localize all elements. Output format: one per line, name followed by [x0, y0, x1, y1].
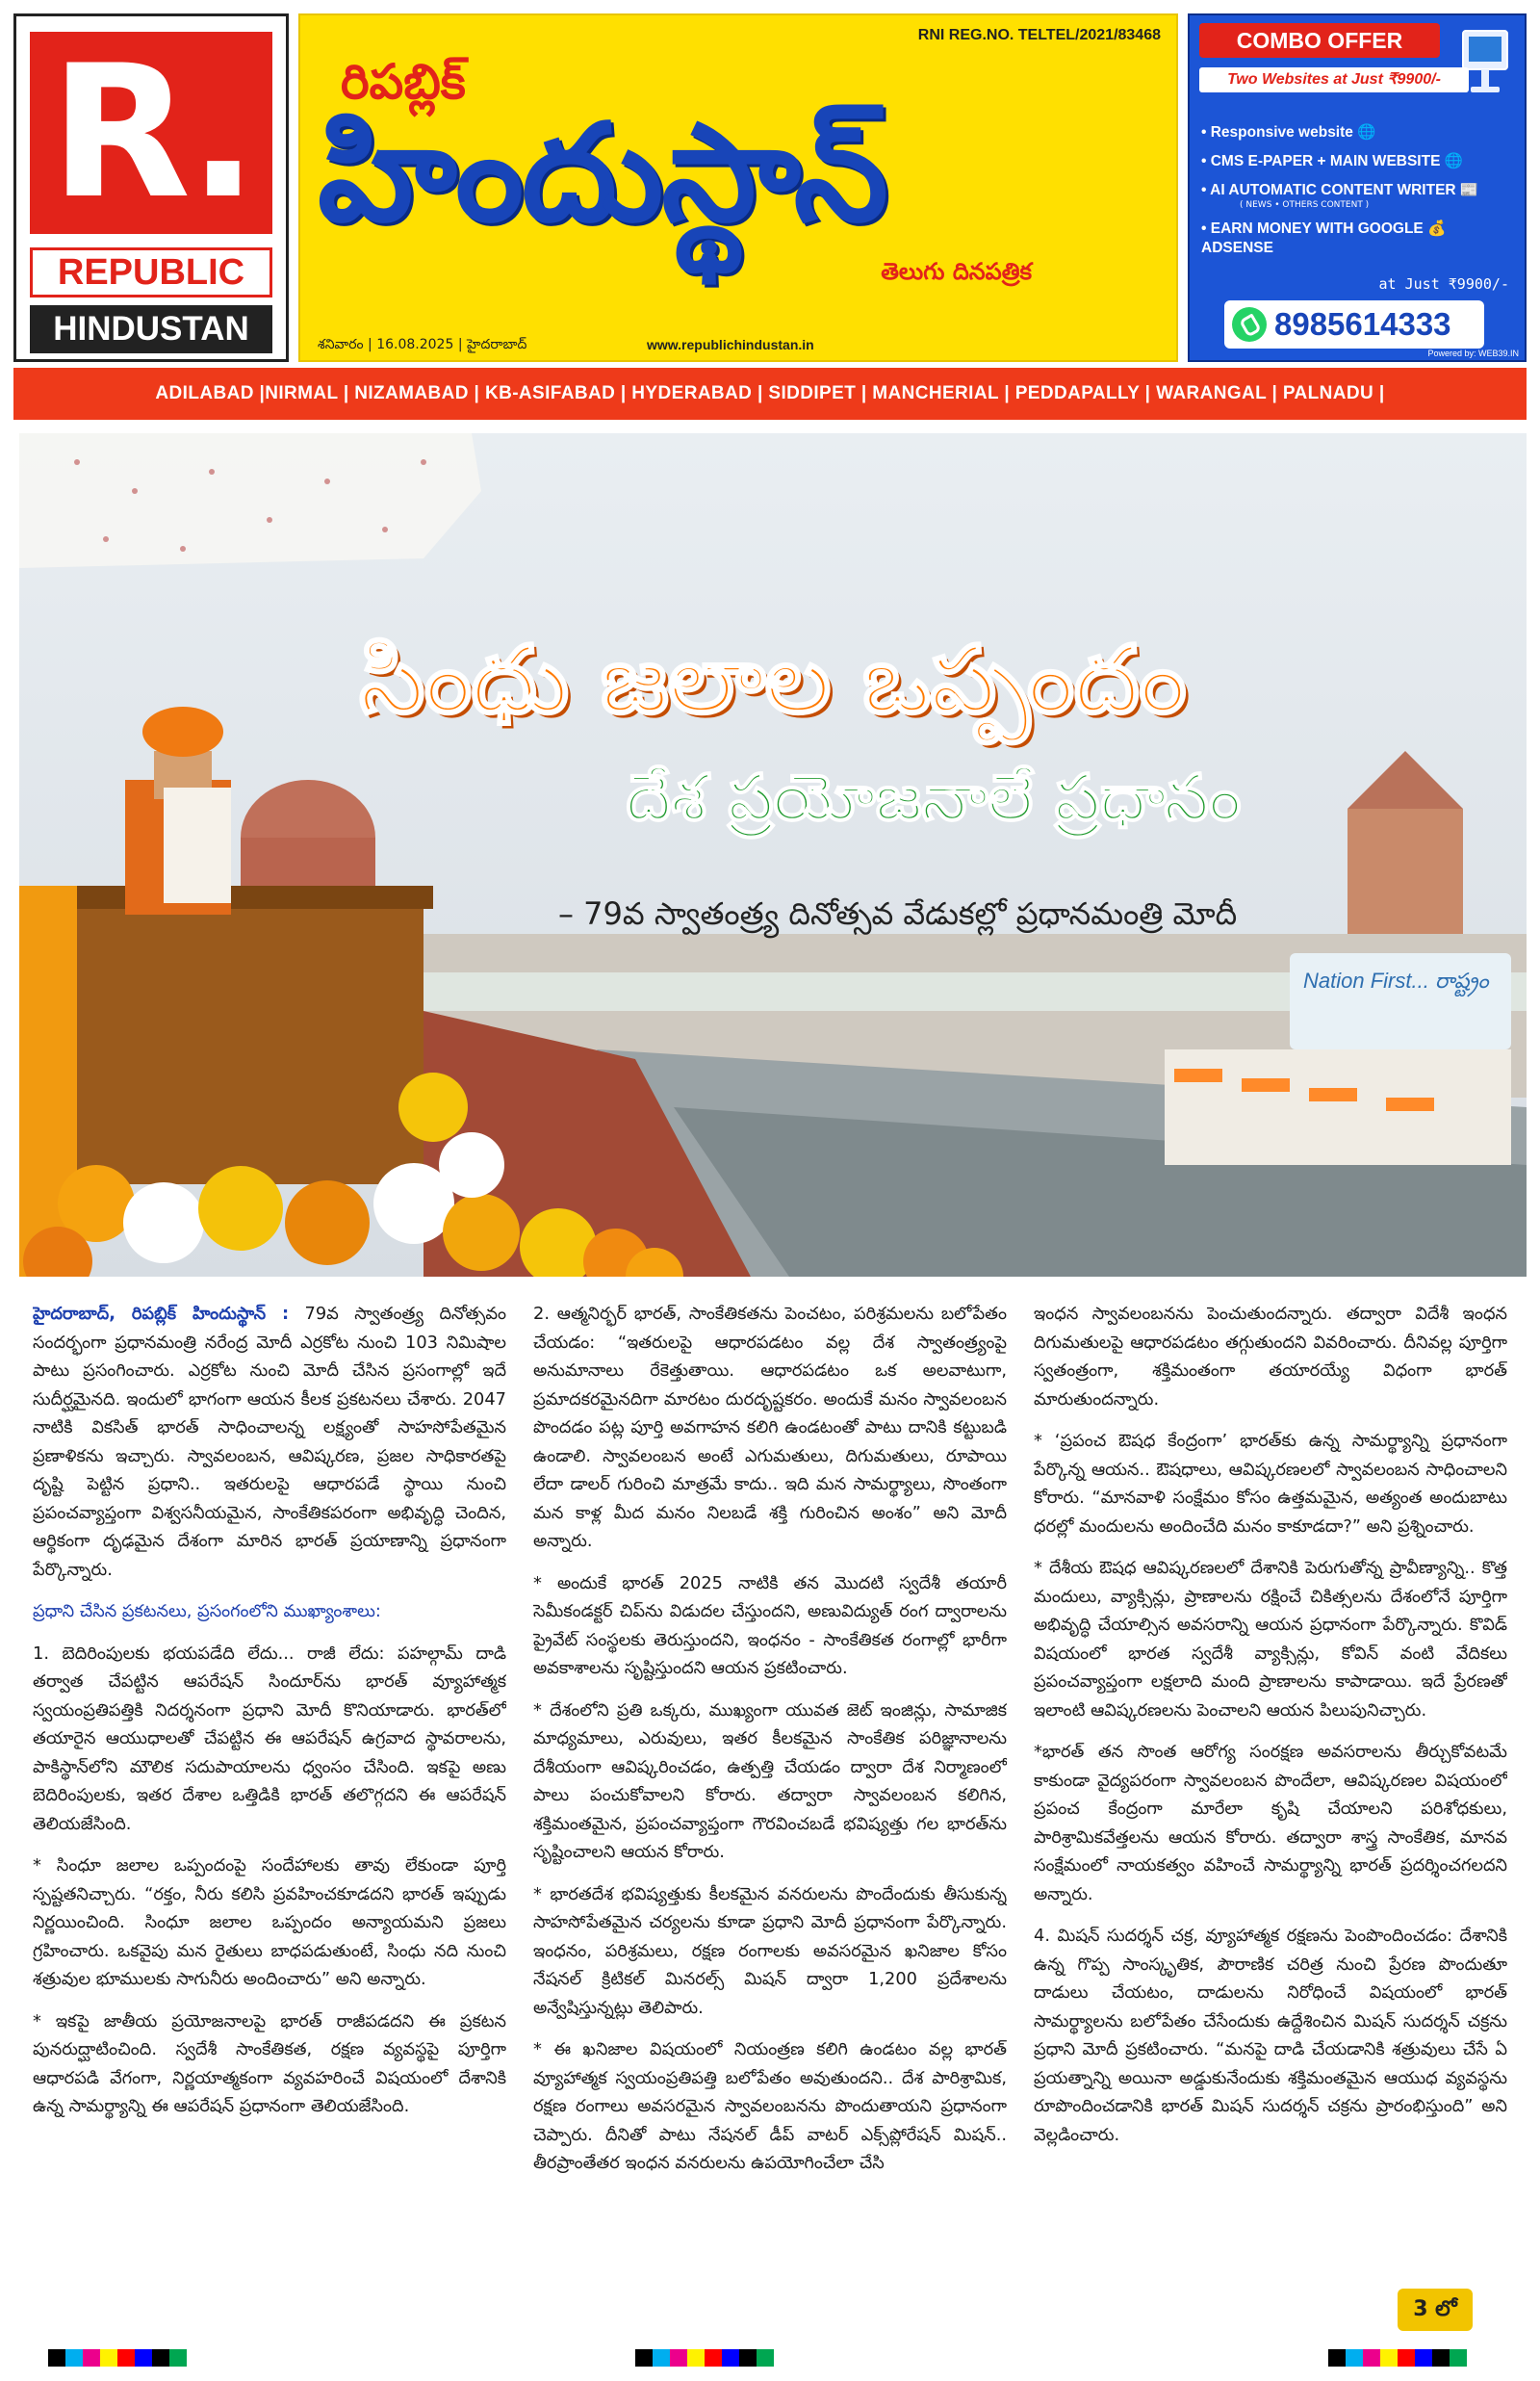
article-paragraph: 4. మిషన్ సుదర్శన్ చక్ర, వ్యూహాత్మక రక్షణను పెంపొందించడం: దేశానికి ఉన్న గొప్ప సాంస్కృతిక, పౌరాణిక చరిత్ర నుంచి ప్రేరణ పొందుతూ దాడులు చేయటం, దాడులను నిరోధించే విషయంలో భారత్ సామర్థ్యాలను బలోపేతం చేసేందుకు ఉద్దేశించిన మిషన్ సుదర్శన్ చక్రను ప్రధాని మోదీ ప్రకటించారు. “మనపై దాడి చేయడానికి శత్రువులు చేసే ఏ ప్రయత్నాన్ని అయినా అడ్డుకునేందుకు శక్తిమంతమైన ఆయుధ వ్యవస్థను రూపొందించడానికి భారత్ మిషన్ సుదర్శన్ చక్రను ప్రారంభిస్తుంది” అని వెల్లడించారు. — [1034, 1926, 1507, 2145]
continued-page-badge[interactable]: 3 లో — [1398, 2289, 1473, 2331]
article-paragraph: * ఇకపై జాతీయ ప్రయోజనాలపై భారత్ రాజీపడదని ఈ ప్రకటన పునరుద్ఘాటించింది. స్వదేశీ సాంకేతికత, రక్షణ వ్యవస్థపై పూర్తిగా ఆధారపడి వేగంగా, నిర్ణయాత్మకంగా వ్యవహరించే విషయంలో దేశానికి ఉన్న సామర్థ్యాన్ని ఈ ఆపరేషన్ ప్రధానంగా తెలియజేసింది. — [33, 2010, 506, 2116]
ad-phone-number: 8985614333 — [1274, 306, 1451, 342]
article-paragraph: * ఈ ఖనిజాల విషయంలో నియంత్రణ కలిగి ఉండటం వల్ల భారత్ వ్యూహాత్మక స్వయంప్రతిపత్తి బలోపేతం అవుతుందని.. దేశ పారిశ్రామిక, రక్షణ రంగాలు అవసరమైన స్వావలంబనను పొందుతాయని ప్రధానంగా చెప్పారు. దీనితో పాటు నేషనల్ డీప్ వాటర్ ఎక్స్‌ప్లోరేషన్ మిషన్.. తీరప్రాంతేతర ఇంధన వనరులను ఉపయోగించేలా చేసి — [533, 2039, 1007, 2173]
red-fort-scene — [19, 433, 1527, 1277]
article-column-3 — [1034, 1300, 1507, 2301]
headline-attribution: – 79వ స్వాతంత్ర్య దినోత్సవ వేడుకల్లో ప్రధానమంత్రి మోదీ — [558, 895, 1238, 932]
logo-word-republic: REPUBLIC — [30, 247, 272, 298]
article-paragraph: *భారత్ తన సొంత ఆరోగ్య సంరక్షణ అవసరాలను తీర్చుకోవటమే కాకుండా వైద్యపరంగా స్వావలంబన పొందేలా, ఆవిష్కరణల విషయంలో ప్రపంచ కేంద్రంగా మారేలా కృషి చేయాలని పరిశోధకులు, పారిశ్రామికవేత్తలను ఆయన కోరారు. తద్వారా శాస్త్ర సాంకేతిక, మానవ సంక్షేమంలో నాయకత్వం వహించే సామర్థ్యాన్ని భారత్ ప్రదర్శించగలదని అన్నారు. — [1034, 1742, 1507, 1904]
ad-feature-item: • CMS E-PAPER + MAIN WEBSITE 🌐 — [1201, 153, 1464, 169]
republic-hindustan-logo[interactable] — [13, 13, 289, 362]
ad-subline: Two Websites at Just ₹9900/- — [1199, 67, 1469, 92]
masthead — [13, 13, 1527, 362]
ad-price: at Just ₹9900/- — [1378, 275, 1509, 293]
nation-first-banner — [1290, 953, 1511, 1049]
article-column-2 — [533, 1300, 1007, 2301]
ad-headline: COMBO OFFER — [1199, 23, 1440, 58]
ad-feature-item: • Responsive website 🌐 — [1201, 124, 1376, 141]
article-paragraph: * దేశీయ ఔషధ ఆవిష్కరణలలో దేశానికి పెరుగుతోన్న ప్రావీణ్యాన్ని.. కొత్త మందులు, వ్యాక్సిన్లు, ప్రాణాలను రక్షించే చికిత్సలను దేశంలోనే పూర్తిగా అభివృద్ధి చేయాల్సిన అవసరాన్ని ఆయన ప్రధానంగా పేర్కొన్నారు. కొవిడ్ విషయంలో భారత స్వదేశీ వ్యాక్సిన్లు, కోవిన్ వంటి వేదికలు ప్రపంచవ్యాప్తంగా లక్షలాది మంది ప్రాణాలను కాపాడాయి. ఇదే ప్రేరణతో ఇలాంటి ఆవిష్కరణలను పెంచాలని ఆయన పిలుపునిచ్చారు. — [1034, 1558, 1507, 1721]
ad-feature-list — [1201, 123, 1519, 268]
article-paragraph: * భారతదేశ భవిష్యత్తుకు కీలకమైన వనరులను పొందేందుకు తీసుకున్న సాహసోపేతమైన చర్యలను కూడా ప్రధాని మోదీ ప్రధానంగా పేర్కొన్నారు. ఇంధనం, పరిశ్రమలు, రక్షణ రంగాలకు అవసరమైన ఖనిజాల కోసం నేషనల్ క్రిటికల్ మినరల్స్ మిషన్ ద్వారా 1,200 ప్రదేశాలను అన్వేషిస్తున్నట్లు తెలిపారు. — [533, 1883, 1007, 2018]
article-intro — [33, 1300, 506, 1584]
article-column-1 — [33, 1300, 506, 2301]
article-byline: హైదరాబాద్, రిపబ్లిక్ హిందుస్థాన్ : — [33, 1304, 290, 1324]
ad-powered-by: Powered by: WEB39.IN — [1427, 349, 1519, 358]
newspaper-title-block — [298, 13, 1178, 362]
ad-feature-item: • AI AUTOMATIC CONTENT WRITER 📰 — [1201, 182, 1479, 198]
ad-feature-note: ( NEWS • OTHERS CONTENT ) — [1240, 200, 1370, 210]
newspaper-title: హిందుస్థాన్ — [318, 95, 886, 252]
title-republic: రిపబ్లిక్ — [341, 54, 466, 110]
issue-date: శనివారం | 16.08.2025 | హైదరాబాద్ — [318, 337, 527, 352]
monitor-icon — [1459, 25, 1511, 106]
article-paragraph: * అందుకే భారత్ 2025 నాటికి తన మొదటి స్వదేశీ తయారీ సెమీకండక్టర్ చిప్‌ను విడుదల చేస్తుందని, అణువిద్యుత్ రంగ ద్వారాలను ప్రైవేట్ సంస్థలకు తెరుస్తుందని, ఇంధనం - సాంకేతికత రంగాల్లో భారీగా అవకాశాలను సృష్టిస్తుందని ఆయన ప్రకటించారు. — [533, 1572, 1007, 1678]
article-body — [33, 1300, 1507, 2301]
registration-marks-left — [48, 2349, 187, 2367]
registration-marks-center — [635, 2349, 774, 2367]
article-paragraph: * సింధూ జలాల ఒప్పందంపై సందేహాలకు తావు లేకుండా పూర్తి స్పష్టతనిచ్చారు. “రక్తం, నీరు కలిసి ప్రవహించకూడదని భారత్ ఇప్పుడు నిర్ణయించింది. సింధూ జలాల ఒప్పందం అన్యాయమని ప్రజలు గ్రహించారు. ఒకవైపు మన రైతులు బాధపడుతుంటే, సింధు నది నుంచి శత్రువుల భూములకు సాగునీరు అందించారు” అని అన్నారు. — [33, 1855, 506, 1989]
article-intro-text: 79వ స్వాతంత్ర్య దినోత్సవం సందర్భంగా ప్రధానమంత్రి నరేంద్ర మోదీ ఎర్రకోట నుంచి 103 నిమిషాల పాటు ప్రసంగించారు. ఎర్రకోట నుంచి మోదీ చేసిన ప్రసంగాల్లో ఇదే సుదీర్ఘమైనది. ఇందులో భాగంగా ఆయన కీలక ప్రకటనలు చేశారు. 2047 నాటికి వికసిత్ భారత్ సాధించాలన్న లక్ష్యంతో సాహసోపేతమైన ప్రణాళికను ఇచ్చారు. స్వావలంబన, ఆవిష్కరణ, ప్రజల సాధికారతపై దృష్టి పెట్టిన ప్రధాని.. ఇతరులపై ఆధారపడే స్థాయి నుంచి ప్రపంచవ్యాప్తంగా విశ్వసనీయమైన, సాంకేతికపరంగా అభివృద్ధి చెందిన, ఆర్థికంగా దృఢమైన దేశంగా మారిన భారత్ ప్రయాణాన్ని ప్రధానంగా పేర్కొన్నారు. — [33, 1304, 506, 1580]
logo-letter: R. — [30, 32, 272, 234]
article-paragraph: 2. ఆత్మనిర్భర్ భారత్, సాంకేతికతను పెంచటం, పరిశ్రమలను బలోపేతం చేయడం: “ఇతరులపై ఆధారపడటం వల్ల దేశ స్వాతంత్ర్యంపై అనుమానాలు రేకెత్తుతాయి. ఆధారపడటం ఒక అలవాటుగా, ప్రమాదకరమైనదిగా మారటం దురదృష్టకరం. అందుకే మనం స్వావలంబన పొందడం పట్ల పూర్తి అవగాహన కలిగి ఉండటంతో పాటు దానికి కట్టుబడి ఉండాలి. స్వావలంబన అంటే ఎగుమతులు, దిగుమతులు, రూపాయి లేదా డాలర్ గురించి మాత్రమే కాదు.. ఇది మన సామర్థ్యాలు, సొంతంగా మన కాళ్ల మీద మనం నిలబడే శక్తి గురించిన అంశం” అని మోదీ అన్నారు. — [533, 1304, 1007, 1551]
article-paragraph: * ‘ప్రపంచ ఔషధ కేంద్రంగా’ భారత్‌కు ఉన్న సామర్థ్యాన్ని ప్రధానంగా పేర్కొన్న ఆయన.. ఔషధాలు, ఆవిష్కరణలలో స్వావలంబన సాధించాలని కోరారు. “మానవాళి సంక్షేమం కోసం ఉత్తమమైన, అత్యంత అందుబాటు ధరల్లో మందులను అందించేది మనం కాకూడదా?” అని ప్రశ్నించారు. — [1034, 1431, 1507, 1537]
article-paragraph: 1. బెదిరింపులకు భయపడేది లేదు... రాజీ లేదు: పహల్గామ్ దాడి తర్వాత చేపట్టిన ఆపరేషన్ సిందూర్‌ను భారత్ వ్యూహాత్మక స్వయంప్రతిపత్తికి నిదర్శనంగా ప్రధాని మోదీ కొనియాడారు. భారత్‌లో తయారైన ఆయుధాలతో చేపట్టిన ఈ ఆపరేషన్ ఉగ్రవాద స్థావరాలను, పాకిస్థాన్‌లోని మౌలిక సదుపాయాలను ధ్వంసం చేసింది. ఇకపై అణు బెదిరింపులకు, ఇతర దేశాల ఒత్తిడికి భారత్ తలొగ్గదని ఈ ఆపరేషన్ తెలియజేసింది. — [33, 1643, 506, 1834]
article-paragraph: ఇంధన స్వావలంబనను పెంచుతుందన్నారు. తద్వారా విదేశీ ఇంధన దిగుమతులపై ఆధారపడటం తగ్గుతుందని వివరించారు. దీనివల్ల పూర్తిగా స్వతంత్రంగా, శక్తిమంతంగా తయారయ్యే విధంగా భారత్ మారుతుందన్నారు. — [1034, 1304, 1507, 1410]
logo-word-hindustan: HINDUSTAN — [30, 305, 272, 353]
registration-marks-right — [1328, 2349, 1467, 2367]
article-subhead: ప్రధాని చేసిన ప్రకటనలు, ప్రసంగంలోని ముఖ్యాంశాలు: — [33, 1601, 381, 1621]
district-navigation-bar: ADILABAD |NIRMAL | NIZAMABAD | KB-ASIFABAD | HYDERABAD | SIDDIPET | MANCHERIAL | PEDDAPALLY | WARANGAL | PALNADU | — [13, 368, 1527, 420]
website-link[interactable]: www.republichindustan.in — [647, 337, 814, 352]
whatsapp-icon — [1232, 307, 1267, 342]
ad-feature-item: • EARN MONEY WITH GOOGLE 💰 ADSENSE — [1201, 220, 1447, 256]
tagline: తెలుగు దినపత్రిక — [881, 258, 1032, 285]
rni-registration: RNI REG.NO. TELTEL/2021/83468 — [917, 27, 1161, 43]
lead-photo — [19, 433, 1527, 1277]
banner-text: Nation First... రాష్ట్రం — [1303, 969, 1489, 993]
article-paragraph: * దేశంలోని ప్రతి ఒక్కరు, ముఖ్యంగా యువత జెట్ ఇంజిన్లు, సామాజిక మాధ్యమాలు, ఎరువులు, ఇతర కీలకమైన సాంకేతిక పరిజ్ఞానాలను దేశీయంగా ఆవిష్కరించడం, ఉత్పత్తి చేయడం ద్వారా దేశ నిర్మాణంలో పాలు పంచుకోవాలని కోరారు. తద్వారా స్వావలంబన కలిగిన, శక్తిమంతమైన, ప్రపంచవ్యాప్తంగా గౌరవించబడే భవిష్యత్తు గల భారత్‌ను సృష్టించాలని ఆయన కోరారు. — [533, 1699, 1007, 1862]
ad-whatsapp-contact[interactable] — [1224, 300, 1484, 349]
combo-offer-ad[interactable] — [1188, 13, 1527, 362]
headline-main: సింధు జలాల ఒప్పందం — [359, 626, 1187, 734]
headline-sub: దేశ ప్రయోజనాలే ప్రధానం — [626, 761, 1242, 835]
